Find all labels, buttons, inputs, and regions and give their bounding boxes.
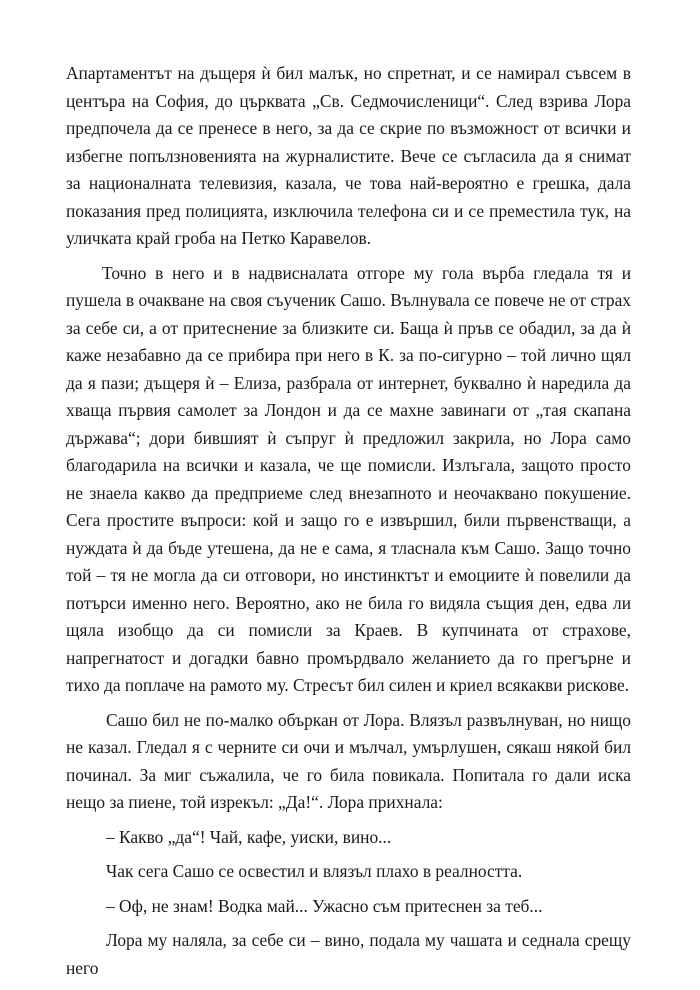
paragraph-apartment: Апартаментът на дъщеря ѝ бил малък, но спретнат, и се намирал съвсем в центъра на София, до църквата „Св. Седмочисленици“. След взрива Лора предпочела да се пренесе в него, за да се скрие по възможност от всички и избегне попълзновенията на журналистите. Вече се съгласила да я снимат за националната телевизия, казала, че това най-вероятно е грешка, дала показания пред полицията, изключила телефона си и се преместила тук, на уличката край гроба на Петко Каравелов. — [66, 63, 631, 248]
paragraph-last: Лора му наляла, за себе си – вино, подала му чашата и седнала срещу него — [66, 930, 631, 978]
dialogue-line-1: – Какво „да“! Чай, кафе, уиски, вино... — [106, 826, 392, 847]
paragraph-waiting: Точно в него и в надвисналата отгоре му гола върба гледала тя и пушела в очакване на своя съученик Сашо. Вълнувала се повече не от страх за себе си, а от притеснение за близките си. Баща ѝ пръв се обадил, за да ѝ каже незабавно да се прибира при него в К. за по-сигурно – той лично щял да я пази; дъщеря ѝ – Елиза, разбрала от интернет, буквално ѝ наредила да хваща първия самолет за Лондон и да се махне завинаги от „тая скапана държава“; дори бившият ѝ съпруг ѝ предложил закрила, но Лора само благодарила на всички и казала, че ще помисли. Излъгала, защото просто не знаела какво да предприеме след внезапното и неочаквано покушение. Сега простите въпроси: кой и защо го е извършил, били първенстващи, а нуждата ѝ да бъде утешена, да не е сама, я тласнала към Сашо. Защо точно той – тя не могла да си отговори, но инстинктът и емоциите ѝ повелили да потърси именно него. Вероятно, ако не била го видяла същия ден, едва ли щяла изобщо да си помисли за Краев. В купчината от страхове, напрегнатост и догадки бавно промърдвало желанието да го прегърне и тихо да поплаче на рамото му. Стресът бил силен и криел всякакви рискове. — [66, 262, 631, 695]
paragraph-reality: Чак сега Сашо се освестил и влязъл плахо в реалността. — [106, 861, 523, 881]
paragraph-sasho-arrives: Сашо бил не по-малко объркан от Лора. Влязъл развълнуван, но нищо не казал. Гледал я с черните си очи и мълчал, умърлушен, сякаш някой бил починал. За миг съжалила, че го била повикала. Попитала го дали иска нещо за пиене, той изрекъл: „Да!“. Лора прихнала: — [66, 709, 631, 812]
dialogue-line-2: – Оф, не знам! Водка май... Ужасно съм притеснен за теб... — [106, 895, 543, 916]
document-page — [66, 60, 631, 989]
